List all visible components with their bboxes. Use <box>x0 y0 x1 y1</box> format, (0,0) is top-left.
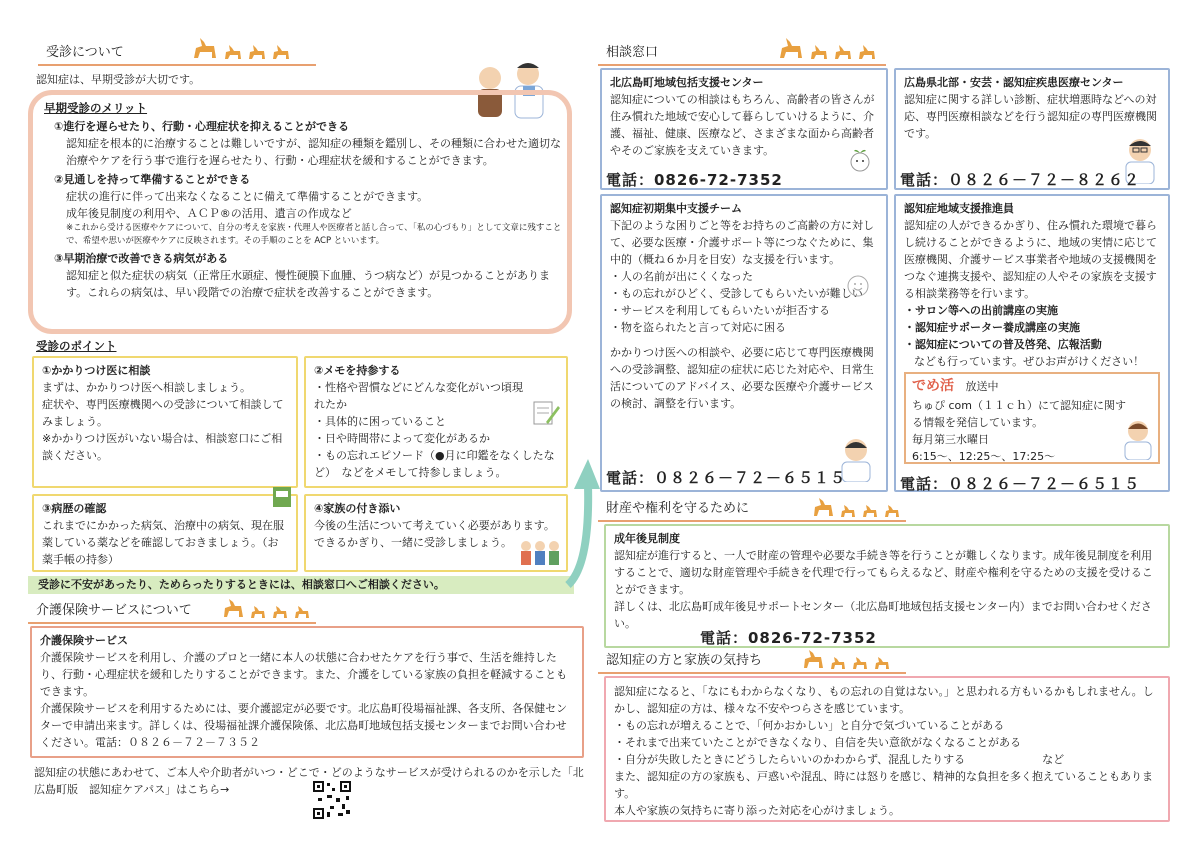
zaisan-heading: 成年後見制度 <box>614 532 680 545</box>
dog-icons <box>222 597 310 619</box>
point-2-line-4: ・もの忘れエピソード（●月に印鑑をなくしたなど） などをメモして持参しましょう。 <box>314 449 555 480</box>
zaisan-text-2: 詳しくは、北広島町成年後見サポートセンター（北広島町地域包括支援センター内）までお問い合わせください。 <box>614 600 1152 631</box>
demekatsu-line-3: 毎月第三水曜日 <box>912 432 989 446</box>
point-1-line-2: 症状や、専門医療機関への受診について相談してみましょう。 <box>42 397 284 429</box>
family-illustration <box>518 538 562 568</box>
point-1-box <box>32 356 298 488</box>
merit-item-1-title: ①進行を遅らせたり、行動・心理症状を抑えることができる <box>54 119 349 133</box>
merit-item-3-text: 認知症と似た症状の病気（正常圧水頭症、慢性硬膜下血腫、うつ病など）が見つかることがあります。これらの病気は、早い段階での治療で症状を改善することができます。 <box>66 268 550 299</box>
center-4-tail: なども行っています。ぜひお声がけください！ <box>914 355 1145 369</box>
puppy-icon <box>248 44 266 60</box>
care-service-text-1: 介護保険サービスを利用し、介護のプロと一緒に本人の状態に合わせたケアを行う事で、生活を維持したり、行動・心理症状を緩和したりすることができます。また、介護をしている家族の負担を軽減することもできます。 <box>40 650 568 699</box>
consult-title-text: 受診について <box>46 45 124 60</box>
kimochi-line-1: 認知症になると、「なにもわからなくなり、もの忘れの自覚はない。」と思われる方もいるかもしれません。しかし、認知症の方は、様々な不安やつらさを感じています。 <box>614 685 1154 716</box>
center-1-text: 認知症についての相談はもちろん、高齢者の皆さんが住み慣れた地域で安心して暮らしていけるように、介護、福祉、健康、医療など、さまざまな面から高齢者やそのご家族を支えていきます。 <box>610 92 875 158</box>
merit-item-2-text: 症状の進行に伴って出来なくなることに備えて準備することができます。 <box>66 189 429 203</box>
demekatsu-logo: でめ活 <box>912 378 954 395</box>
point-4-line-2: できるかぎり、一緒に受診しましょう。 <box>314 535 512 549</box>
demekatsu-line-2: ちゅぴ com（１１ｃｈ）にて認知症に関する情報を発信しています。 <box>912 398 1126 429</box>
dog-icon <box>778 36 804 60</box>
center-3-heading: 認知症初期集中支援チーム <box>610 202 742 215</box>
center-4-text: 認知症の人ができるかぎり、住み慣れた環境で暮らし続けることができるように、地域の実情に応じて医療機関、介護サービス事業者や地域の支援機関をつなぐ連携支援や、認知症の人やその家族を支援する相談業務等を行います。 <box>904 218 1157 301</box>
center-4-box <box>894 194 1170 492</box>
center-1-heading: 北広島町地域包括支援センター <box>610 76 764 89</box>
puppy-icon <box>830 656 846 670</box>
points-heading: 受診のポイント <box>36 339 117 353</box>
dog-icon <box>222 597 244 619</box>
dog-icons <box>812 496 900 518</box>
center-1-phone[interactable]: 電話：0826-72-7352 <box>606 171 783 189</box>
point-3-line-1: これまでにかかった病気、治療中の病気、現在服薬している薬などを確認しておきましょう。（お薬手帳の持参） <box>42 518 284 567</box>
dog-icon <box>802 648 824 670</box>
center-4-heading: 認知症地域支援推進員 <box>904 202 1014 215</box>
dog-icons <box>778 36 876 60</box>
puppy-icon <box>250 605 266 619</box>
center-3-phone[interactable]: 電話：０８２６－７２－６５１５ <box>606 469 847 487</box>
puppy-icon <box>858 44 876 60</box>
kimochi-title-text: 認知症の方と家族の気持ち <box>606 653 763 668</box>
point-4-box <box>304 494 568 572</box>
point-2-title: ②メモを持参する <box>314 364 401 377</box>
merit-item-1-text: 認知症を根本的に治療することは難しいですが、認知症の種類を鑑別し、その種類に合わせた適切な治療やケアを行う事で進行を遅らせたり、行動・心理症状を緩和することができます。 <box>66 136 561 167</box>
staff-icon <box>1120 418 1156 460</box>
point-1-line-1: まずは、かかりつけ医へ相談しましょう。 <box>42 380 251 394</box>
center-3-item-4: ・物を盗られたと言って対応に困る <box>610 321 786 335</box>
puppy-icon <box>272 605 288 619</box>
puppy-icon <box>862 504 878 518</box>
soudan-title-text: 相談窓口 <box>606 45 659 60</box>
merit-item-2-text2: 成年後見制度の利用や、ＡＣＰ®の活用、遺言の作成など <box>66 206 352 220</box>
point-1-line-3: ※かかりつけ医がいない場合は、相談窓口にご相談ください。 <box>42 432 283 463</box>
center-3-text-2: かかりつけ医への相談や、必要に応じて専門医療機関への受診調整、認知症の症状に応じた対応や、日常生活についてのアドバイス、必要な医療や介護サービスの検討、調整を行います。 <box>610 346 874 411</box>
point-3-title: ③病歴の確認 <box>42 502 107 515</box>
dog-icon <box>192 36 218 60</box>
zaisan-title-text: 財産や権利を守るために <box>606 501 750 516</box>
puppy-icon <box>884 504 900 518</box>
kimochi-line-4: ・自分が失敗したときにどうしたらいいのかわからず、混乱したりする など <box>614 753 1065 767</box>
center-3-item-3: ・サービスを利用してもらいたいが拒否する <box>610 304 830 318</box>
medicine-notebook-icon <box>272 486 292 508</box>
kimochi-line-5: また、認知症の方の家族も、戸惑いや混乱、時には怒りを感じ、精神的な負担を多く抱えていることもあります。 <box>614 770 1153 801</box>
center-3-box <box>600 194 888 492</box>
dog-icons <box>802 648 890 670</box>
center-3-text: 下記のような困りごと等をお持ちのご高齢の方に対して、必要な医療・介護サポート等につなぐために、集中的（概ね６か月を目安）な支援を行います。 <box>610 218 874 267</box>
kimochi-box <box>604 676 1170 822</box>
center-4-item-2: ・認知症サポーター養成講座の実施 <box>904 321 1080 335</box>
consult-banner: 受診に不安があったり、ためらったりするときには、相談窓口へご相談ください。 <box>28 576 574 594</box>
kimochi-line-3: ・それまで出来ていたことができなくなり、自信を失い意欲がなくなることがある <box>614 736 1021 750</box>
carepass-text: 認知症の状態にあわせて、ご本人や介助者がいつ・どこで・どのようなサービスが受けられるのかを示した「北広島町版 認知症ケアパス」はこちら→ <box>34 766 584 797</box>
center-3-item-2: ・もの忘れがひどく、受診してもらいたいが難しい <box>610 287 863 301</box>
point-2-line-3: ・日や時間帯によって変化があるか <box>314 432 490 446</box>
kimochi-line-6: 本人や家族の気持ちに寄り添った対応を心がけましょう。 <box>614 804 900 818</box>
point-2-line-1: ・性格や習慣などにどんな変化がいつ頃現れたか <box>314 380 523 411</box>
demekatsu-line-1: 放送中 <box>965 380 999 394</box>
care-service-text-2: 介護保険サービスを利用するためには、要介護認定が必要です。北広島町役場福祉課、各支所、各保健センターで申請出来ます。詳しくは、役場福祉課介護保険係、北広島町地域包括支援センターまでお問い合わせください。電話：０８２６－７２－７３５２ <box>40 702 568 750</box>
merit-content <box>44 100 564 301</box>
puppy-icon <box>834 44 852 60</box>
dog-icons <box>192 36 290 60</box>
smile-face-icon <box>846 274 870 298</box>
point-4-title: ④家族の付き添い <box>314 502 401 515</box>
point-3-box <box>32 494 298 572</box>
point-1-title: ①かかりつけ医に相談 <box>42 364 151 377</box>
merit-item-3-title: ③早期治療で改善できる病気がある <box>54 251 229 265</box>
point-4-line-1: 今後の生活について考えていく必要があります。 <box>314 518 555 532</box>
acp-note: ※これから受ける医療やケアについて、自分の考えを家族・代理人や医療者と話し合って、「私の心づもり」として文章に残すことで、希望や思いが医療やケアに反映されます。その手順のことを ACP といいます。 <box>66 222 562 247</box>
care-service-box <box>30 626 584 758</box>
puppy-icon <box>840 504 856 518</box>
qr-code-icon[interactable] <box>312 780 352 820</box>
kimochi-line-2: ・もの忘れが増えることで、「何かおかしい」と自分で気づいていることがある <box>614 719 1005 733</box>
care-title-text: 介護保険サービスについて <box>36 603 192 618</box>
zaisan-phone[interactable]: 電話：0826-72-7352 <box>700 629 877 647</box>
center-3-item-1: ・人の名前が出にくくなった <box>610 270 753 284</box>
intro-text: 認知症は、早期受診が大切です。 <box>36 73 201 86</box>
center-2-heading: 広島県北部・安芸・認知症疾患医療センター <box>904 76 1124 89</box>
merit-item-2-title: ②見通しを持って準備することができる <box>54 172 251 186</box>
puppy-icon <box>874 656 890 670</box>
center-4-item-3: ・認知症についての普及啓発、広報活動 <box>904 338 1102 352</box>
zaisan-box <box>604 524 1170 648</box>
puppy-icon <box>852 656 868 670</box>
puppy-icon <box>294 605 310 619</box>
center-2-phone[interactable]: 電話：０８２６－７２－８２６２ <box>900 171 1141 189</box>
center-2-text: 認知症に関する詳しい診断、症状増悪時などへの対応、専門医療相談などを行う認知症の専門医療機関です。 <box>904 92 1157 141</box>
point-2-box <box>304 356 568 488</box>
merit-heading: 早期受診のメリット <box>44 101 148 115</box>
puppy-icon <box>224 44 242 60</box>
point-2-line-2: ・具体的に困っていること <box>314 415 446 429</box>
plant-character-icon <box>848 148 872 172</box>
center-4-phone[interactable]: 電話：０８２６－７２－６５１５ <box>900 475 1141 493</box>
dog-icon <box>812 496 834 518</box>
center-4-item-1: ・サロン等への出前講座の実施 <box>904 304 1058 318</box>
puppy-icon <box>272 44 290 60</box>
zaisan-text: 認知症が進行すると、一人で財産の管理や必要な手続き等を行うことが難しくなります。成年後見制度を利用することで、適切な財産管理や手続きを代理で行ってもらえるなど、財産や権利を守るための支援を受けることができます。 <box>614 548 1153 597</box>
demekatsu-box <box>904 372 1160 464</box>
care-service-heading: 介護保険サービス <box>40 634 128 647</box>
demekatsu-line-4: 6:15～、12:25～、17:25～ <box>912 449 1056 463</box>
memo-pencil-icon <box>532 398 560 428</box>
arrow-to-consult-icon <box>560 455 604 590</box>
puppy-icon <box>810 44 828 60</box>
